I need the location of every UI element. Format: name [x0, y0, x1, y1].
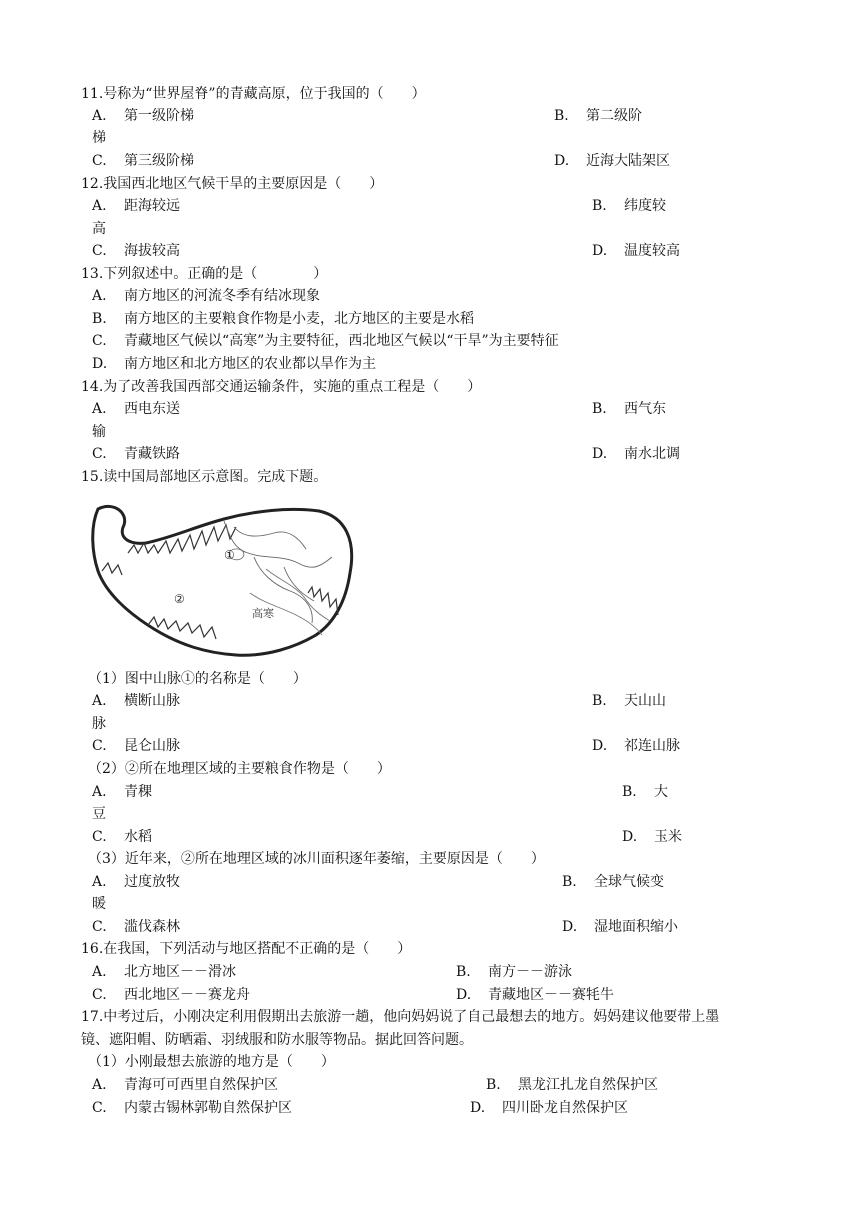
q17-1-option-b: B. 黑龙江扎龙自然保护区	[486, 1077, 658, 1093]
q15-2-option-b: B. 大	[622, 784, 668, 800]
map-mountain-range-1	[128, 525, 236, 553]
region-map	[84, 497, 359, 667]
q14-option-d: D. 南水北调	[592, 446, 680, 462]
map-region-outline	[93, 506, 352, 655]
map-internal-boundary-2	[234, 527, 306, 549]
q14-option-a: A. 西电东送	[92, 401, 180, 417]
map-label-plateau: 高寒	[252, 607, 274, 620]
map-internal-boundary-1	[224, 521, 332, 567]
question-12-stem: 12.我国西北地区气候干旱的主要原因是（ ）	[81, 176, 384, 192]
map-mountain-range-west	[102, 563, 122, 575]
q15-2-option-c: C. 水稻	[92, 829, 152, 845]
question-16-stem: 16.在我国，下列活动与地区搭配不正确的是（ ）	[81, 941, 412, 957]
q16-option-a: A. 北方地区－－滑冰	[92, 964, 236, 980]
q16-option-d: D. 青藏地区－－赛牦牛	[456, 987, 614, 1003]
map-label-mountain-1: ①	[224, 548, 235, 562]
question-15-2-stem: （2）②所在地理区域的主要粮食作物是（ ）	[88, 761, 391, 777]
q17-1-option-d: D. 四川卧龙自然保护区	[470, 1100, 628, 1116]
q13-option-c: C. 青藏地区气候以“高寒”为主要特征，西北地区气候以“干旱”为主要特征	[92, 333, 559, 349]
q11-option-d: D. 近海大陆架区	[554, 153, 670, 169]
q15-3-option-c: C. 滥伐森林	[92, 919, 180, 935]
q12-option-b: B. 纬度较	[592, 198, 666, 214]
q12-option-d: D. 温度较高	[592, 243, 680, 259]
q15-1-option-a: A. 横断山脉	[92, 693, 180, 709]
q11-option-c: C. 第三级阶梯	[92, 153, 194, 169]
question-13-stem: 13.下列叙述中。正确的是（ ）	[81, 266, 328, 282]
q11-option-a: A. 第一级阶梯	[92, 108, 194, 124]
map-mountain-range-south	[148, 617, 216, 639]
q15-1-option-d: D. 祁连山脉	[592, 738, 680, 754]
q14-option-b-wrap: 输	[92, 424, 106, 440]
q11-option-b-wrap: 梯	[92, 130, 106, 146]
q17-1-option-a: A. 青海可可西里自然保护区	[92, 1077, 278, 1093]
question-17-1-stem: （1）小刚最想去旅游的地方是（ ）	[88, 1054, 335, 1070]
question-14-stem: 14.为了改善我国西部交通运输条件，实施的重点工程是（ ）	[81, 379, 482, 395]
question-15-1-stem: （1）图中山脉①的名称是（ ）	[88, 671, 307, 687]
question-11-stem: 11.号称为“世界屋脊”的青藏高原，位于我国的（ ）	[81, 86, 426, 102]
q15-1-option-b: B. 天山山	[592, 693, 666, 709]
q12-option-c: C. 海拔较高	[92, 243, 180, 259]
q15-3-option-d: D. 湿地面积缩小	[562, 919, 678, 935]
q13-option-d: D. 南方地区和北方地区的农业都以旱作为主	[92, 356, 376, 372]
question-15-3-stem: （3）近年来，②所在地理区域的冰川面积逐年萎缩，主要原因是（ ）	[88, 851, 545, 867]
q15-3-option-b: B. 全球气候变	[562, 874, 664, 890]
q15-2-option-b-wrap: 豆	[92, 806, 106, 822]
q14-option-b: B. 西气东	[592, 401, 666, 417]
q12-option-a: A. 距海较远	[92, 198, 180, 214]
question-17-stem-line-1: 17.中考过后，小刚决定利用假期出去旅游一趟，他向妈妈说了自己最想去的地方。妈妈建议他要带上墨	[81, 1009, 720, 1025]
q16-option-c: C. 西北地区－－赛龙舟	[92, 987, 250, 1003]
q14-option-c: C. 青藏铁路	[92, 446, 180, 462]
q13-option-a: A. 南方地区的河流冬季有结冰现象	[92, 288, 320, 304]
q15-2-option-d: D. 玉米	[622, 829, 682, 845]
q16-option-b: B. 南方－－游泳	[456, 964, 572, 980]
q15-1-option-b-wrap: 脉	[92, 716, 106, 732]
q15-3-option-b-wrap: 暖	[92, 896, 106, 912]
map-mountain-range-east	[308, 587, 338, 615]
q15-3-option-a: A. 过度放牧	[92, 874, 180, 890]
q12-option-b-wrap: 高	[92, 221, 106, 237]
map-label-region-2: ②	[174, 592, 185, 606]
q17-1-option-c: C. 内蒙古锡林郭勒自然保护区	[92, 1100, 292, 1116]
question-17-stem-line-2: 镜、遮阳帽、防晒霜、羽绒服和防水服等物品。据此回答问题。	[81, 1032, 473, 1048]
question-15-stem: 15.读中国局部地区示意图。完成下题。	[81, 469, 328, 485]
q15-2-option-a: A. 青稞	[92, 784, 152, 800]
q11-option-b: B. 第二级阶	[554, 108, 642, 124]
q15-1-option-c: C. 昆仑山脉	[92, 738, 180, 754]
q13-option-b: B. 南方地区的主要粮食作物是小麦，北方地区的主要是水稻	[92, 311, 474, 327]
